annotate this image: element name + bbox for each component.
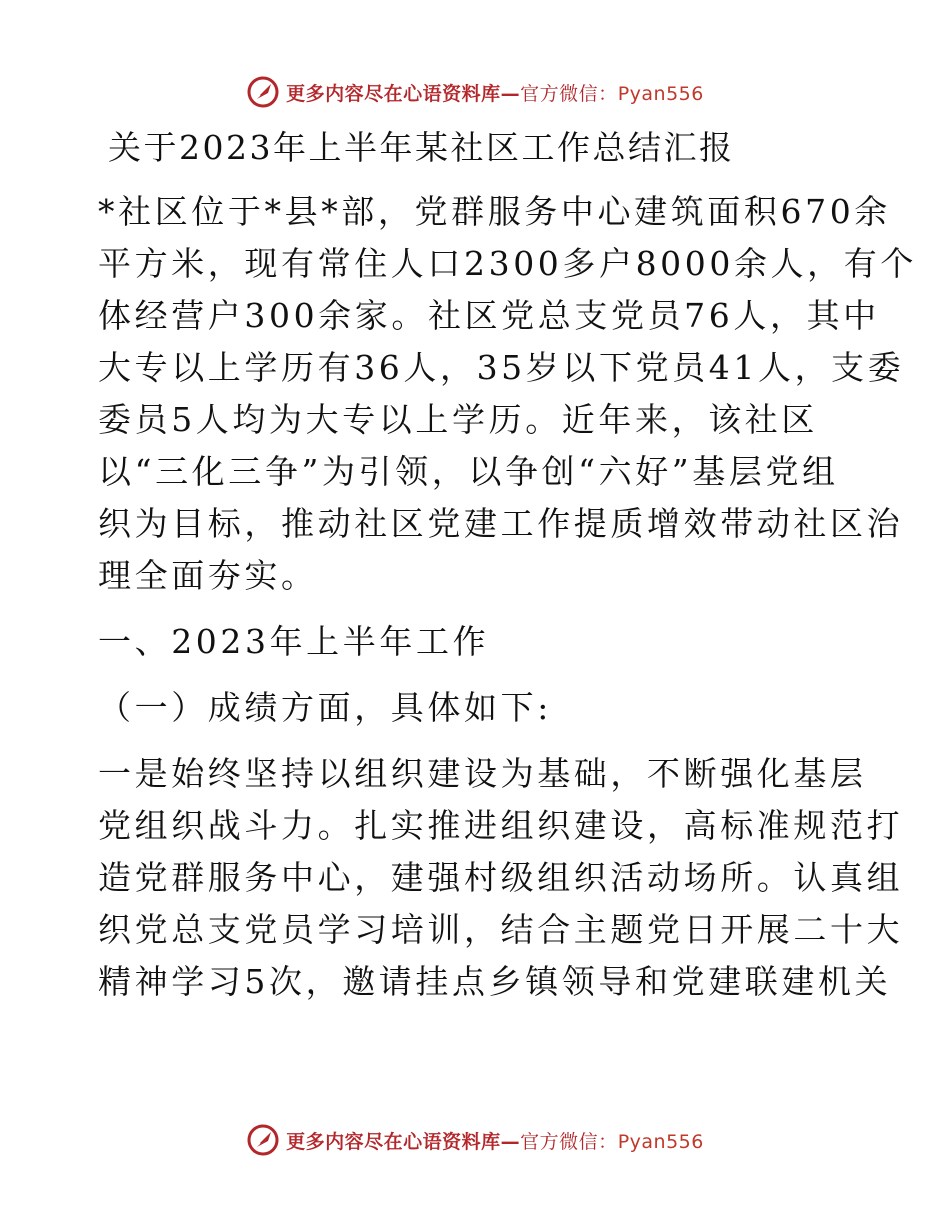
text-line: 委员5人均为大专以上学历。近年来，该社区	[98, 400, 818, 439]
text-line: 以“三化三争”为引领，以争创“六好”基层党组	[98, 452, 839, 491]
quill-pen-logo-icon	[246, 75, 280, 109]
body-paragraph	[98, 748, 904, 1008]
document-title: 关于2023年上半年某社区工作总结汇报	[108, 128, 735, 167]
watermark-text: 更多内容尽在心语资料库—官方微信：Pyan556	[286, 1130, 704, 1153]
quill-pen-logo-icon	[246, 1123, 280, 1157]
text-line: 体经营户300余家。社区党总支党员76人，其中	[98, 296, 880, 335]
text-line: 造党群服务中心，建强村级组织活动场所。认真组	[98, 858, 904, 897]
text-line: 织党总支党员学习培训，结合主题党日开展二十大	[98, 910, 904, 949]
watermark-text: 更多内容尽在心语资料库—官方微信：Pyan556	[286, 82, 704, 105]
text-line: 织为目标，推动社区党建工作提质增效带动社区治	[98, 504, 904, 543]
text-line: 大专以上学历有36人，35岁以下党员41人，支委	[98, 348, 905, 387]
subsection-heading: （一）成绩方面，具体如下:	[98, 688, 552, 727]
footer-watermark	[0, 1120, 950, 1160]
document-body	[98, 118, 917, 1008]
text-line: 理全面夯实。	[98, 556, 318, 595]
section-heading: 一、2023年上半年工作	[98, 622, 490, 661]
text-line: 平方米，现有常住人口2300多户8000余人，有个	[98, 244, 917, 283]
text-line: 精神学习5次，邀请挂点乡镇领导和党建联建机关	[98, 962, 892, 1001]
intro-paragraph	[98, 186, 917, 602]
header-watermark	[0, 72, 950, 112]
text-line: 一是始终坚持以组织建设为基础，不断强化基层	[98, 754, 867, 793]
text-line: 党组织战斗力。扎实推进组织建设，高标准规范打	[98, 806, 904, 845]
text-line: *社区位于*县*部，党群服务中心建筑面积670余	[98, 192, 891, 231]
